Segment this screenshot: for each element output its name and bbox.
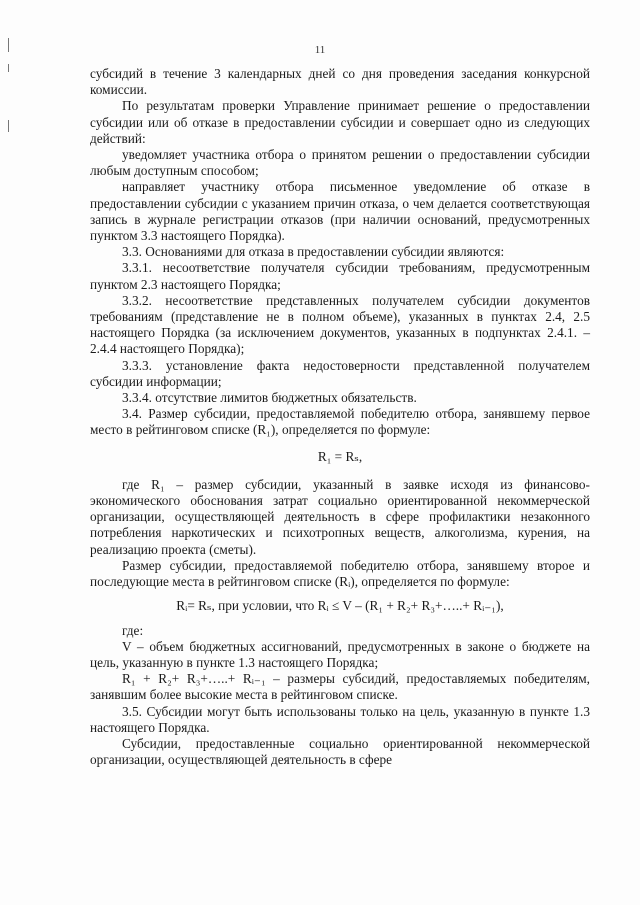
paragraph: 3.3. Основаниями для отказа в предоставлении субсидии являются:: [122, 244, 505, 260]
document-body: [90, 66, 590, 768]
formula: R₁ = Rₛ,: [317, 448, 363, 464]
paragraph: Размер субсидии, предоставляемой победителю отбора, занявшему второе и последующие места в рейтинговом списке (Rᵢ), определяется по формуле:: [90, 557, 590, 590]
paragraph: субсидий в течение 3 календарных дней со дня проведения заседания конкурсной комиссии.: [90, 66, 590, 98]
page-number: 11: [314, 44, 326, 56]
paragraph: 3.3.2. несоответствие представленных получателем субсидии документов требованиям (представление не в полном объеме), указанных в пунктах 2.4, 2.5 настоящего Порядка (за исключением документов, указанных в подпунктах 2.4.1. – 2.4.4 настоящего Порядка);: [90, 292, 590, 357]
binding-mark: [8, 64, 9, 72]
paragraph: где R₁ – размер субсидии, указанный в заявке исходя из финансово-экономического обоснования затрат социально ориентированной некоммерческой организации, осуществляющей деятельность в сфере профилактики незаконного потребления наркотических и психотропных веществ, алкоголизма, курения, на реализацию проекта (сметы).: [90, 476, 590, 557]
paragraph: Субсидии, предоставленные социально ориентированной некоммерческой организации, осуществляющей деятельность в сфере: [90, 735, 590, 768]
paragraph: 3.3.1. несоответствие получателя субсидии требованиям, предусмотренным пунктом 2.3 настоящего Порядка;: [90, 260, 590, 292]
paragraph: 3.5. Субсидии могут быть использованы только на цель, указанную в пункте 1.3 настоящего Порядка.: [90, 703, 590, 735]
paragraph: направляет участнику отбора письменное уведомление об отказе в предоставлении субсидии с указанием причин отказа, о чем делается соответствующая запись в журнале регистрации отказов (при наличии оснований, предусмотренных пунктом 3.3 настоящего Порядка).: [90, 179, 590, 244]
paragraph: уведомляет участника отбора о принятом решении о предоставлении субсидии любым доступным способом;: [90, 147, 590, 179]
paragraph: R₁ + R₂+ R₃+…..+ Rᵢ₋₁ – размеры субсидий, предоставляемых победителям, занявшим более высокие места в рейтинговом списке.: [90, 671, 590, 703]
paragraph: 3.3.3. установление факта недостоверности представленной получателем субсидии информации;: [90, 357, 590, 389]
formula: Rᵢ= Rₛ, при условии, что Rᵢ ≤ V – (R₁ + R₂+ R₃+…..+ Rᵢ₋₁),: [176, 598, 504, 614]
paragraph: V – объем бюджетных ассигнований, предусмотренных в законе о бюджете на цель, указанную в пункте 1.3 настоящего Порядка;: [90, 638, 590, 670]
paragraph: 3.3.4. отсутствие лимитов бюджетных обязательств.: [122, 390, 417, 406]
paragraph: По результатам проверки Управление принимает решение о предоставлении субсидии или об отказе в предоставлении субсидии и совершает одно из следующих действий:: [90, 98, 590, 146]
binding-mark: [8, 120, 9, 132]
paragraph: 3.4. Размер субсидии, предоставляемой победителю отбора, занявшему первое место в рейтинговом списке (R₁), определяется по формуле:: [90, 406, 590, 438]
paragraph: где:: [122, 622, 144, 638]
